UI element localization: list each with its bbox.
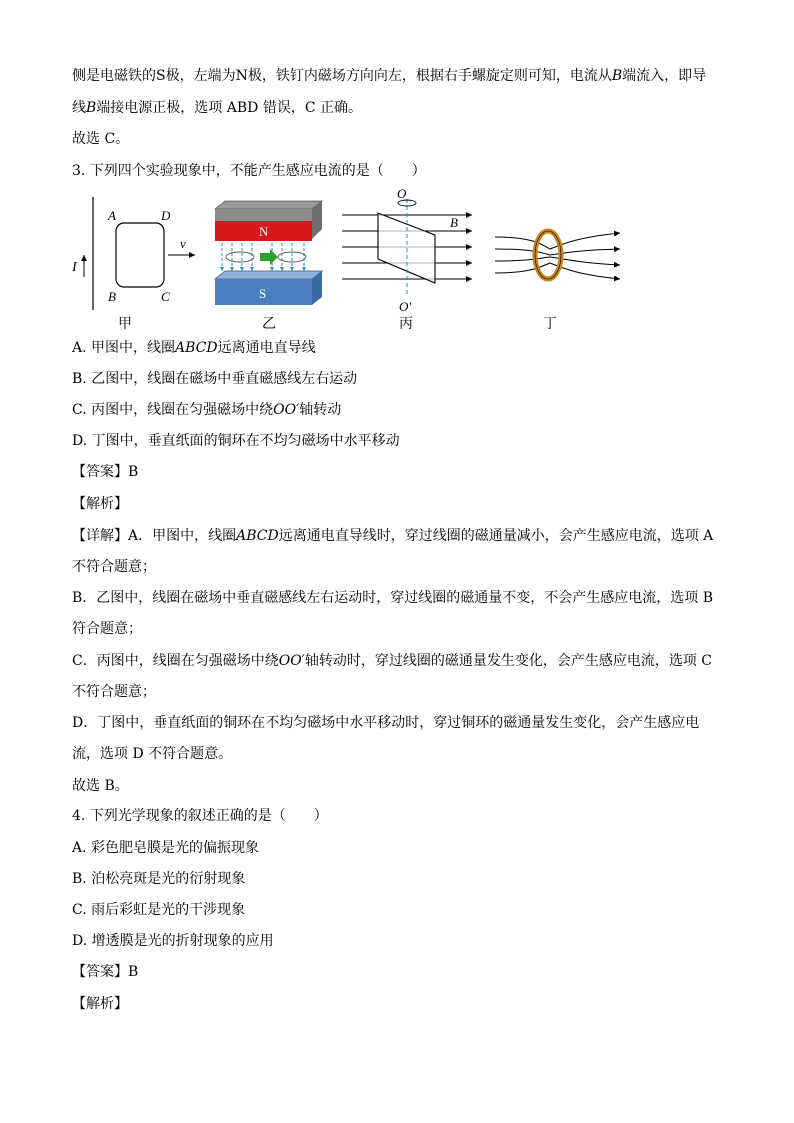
motion-arrow — [260, 249, 278, 265]
south-label: S — [259, 286, 267, 301]
answer-4: 【答案】B — [72, 964, 139, 980]
experiment-figure — [60, 185, 700, 335]
figure-label-ding: 丁 — [543, 316, 557, 332]
q4-option-d: D. 增透膜是光的折射现象的应用 — [72, 933, 274, 949]
vertex-a: A — [108, 208, 116, 223]
q3-option-c: C. 丙图中，线圈在匀强磁场中绕OO′轴转动 — [72, 402, 342, 418]
field-label-b: B — [450, 215, 458, 230]
detail-line-5: C．丙图中，线圈在匀强磁场中绕OO′轴转动时，穿过线圈的磁通量发生变化，会产生感应电流，选项 C — [72, 653, 713, 669]
figure-label-yi: 乙 — [262, 316, 276, 332]
coil-left — [226, 252, 254, 262]
detail-line-9: 故选 B。 — [72, 778, 129, 794]
q3-option-d: D. 丁图中，垂直纸面的铜环在不均匀磁场中水平移动 — [72, 433, 400, 449]
text-line-3: 故选 C。 — [72, 131, 130, 147]
velocity-label: v — [180, 236, 186, 251]
north-pole-top — [215, 209, 312, 221]
figure-yi — [215, 201, 322, 305]
question-3: 3. 下列四个实验现象中，不能产生感应电流的是（ ） — [72, 163, 426, 179]
detail-line-4: 符合题意； — [72, 621, 142, 637]
figure-label-bing: 丙 — [399, 316, 413, 332]
figure-label-jia: 甲 — [118, 316, 132, 332]
detail-line-7: D．丁图中，垂直纸面的铜环在不均匀磁场中水平移动时，穿过铜环的磁通量发生变化，会产生感应电 — [72, 715, 700, 731]
vertex-c: C — [161, 289, 170, 304]
detail-line-6: 不符合题意； — [72, 684, 156, 700]
figure-ding — [495, 231, 620, 279]
detail-line-3: B．乙图中，线圈在磁场中垂直磁感线左右运动时，穿过线圈的磁通量不变，不会产生感应电流，选项 B — [72, 590, 714, 606]
figure-bing — [342, 186, 472, 314]
axis-bottom-label: O′ — [399, 299, 412, 314]
detail-line-2: 不符合题意； — [72, 559, 156, 575]
axis-top-label: O — [397, 186, 407, 201]
vertex-b: B — [108, 289, 116, 304]
figure-jia — [71, 197, 195, 310]
q3-option-a: A. 甲图中，线圈ABCD远离通电直导线 — [72, 340, 316, 356]
q4-option-b: B. 泊松亮斑是光的衍射现象 — [72, 871, 246, 887]
coil-abcd — [116, 223, 164, 287]
detail-line-8: 流，选项 D 不符合题意。 — [72, 746, 233, 762]
text-line-2: 线B端接电源正极，选项 ABD 错误，C 正确。 — [72, 100, 362, 116]
question-4: 4. 下列光学现象的叙述正确的是（ ） — [72, 808, 328, 824]
analysis-4-heading: 【解析】 — [72, 996, 128, 1012]
vertex-d: D — [161, 208, 171, 223]
detail-line-1: 【详解】A．甲图中，线圈ABCD远离通电直导线时，穿过线圈的磁通量减小，会产生感应电流，选项 A — [72, 528, 714, 544]
q3-option-b: B. 乙图中，线圈在磁场中垂直磁感线左右运动 — [72, 371, 358, 387]
analysis-3-heading: 【解析】 — [72, 496, 128, 512]
text-line-1: 侧是电磁铁的S极，左端为N极，铁钉内磁场方向向左，根据右手螺旋定则可知，电流从B端流入，即导 — [72, 68, 707, 84]
north-label: N — [259, 224, 269, 239]
current-label: I — [72, 260, 77, 275]
answer-3: 【答案】B — [72, 464, 139, 480]
q4-option-c: C. 雨后彩虹是光的干涉现象 — [72, 902, 246, 918]
q4-option-a: A. 彩色肥皂膜是光的偏振现象 — [72, 840, 260, 856]
